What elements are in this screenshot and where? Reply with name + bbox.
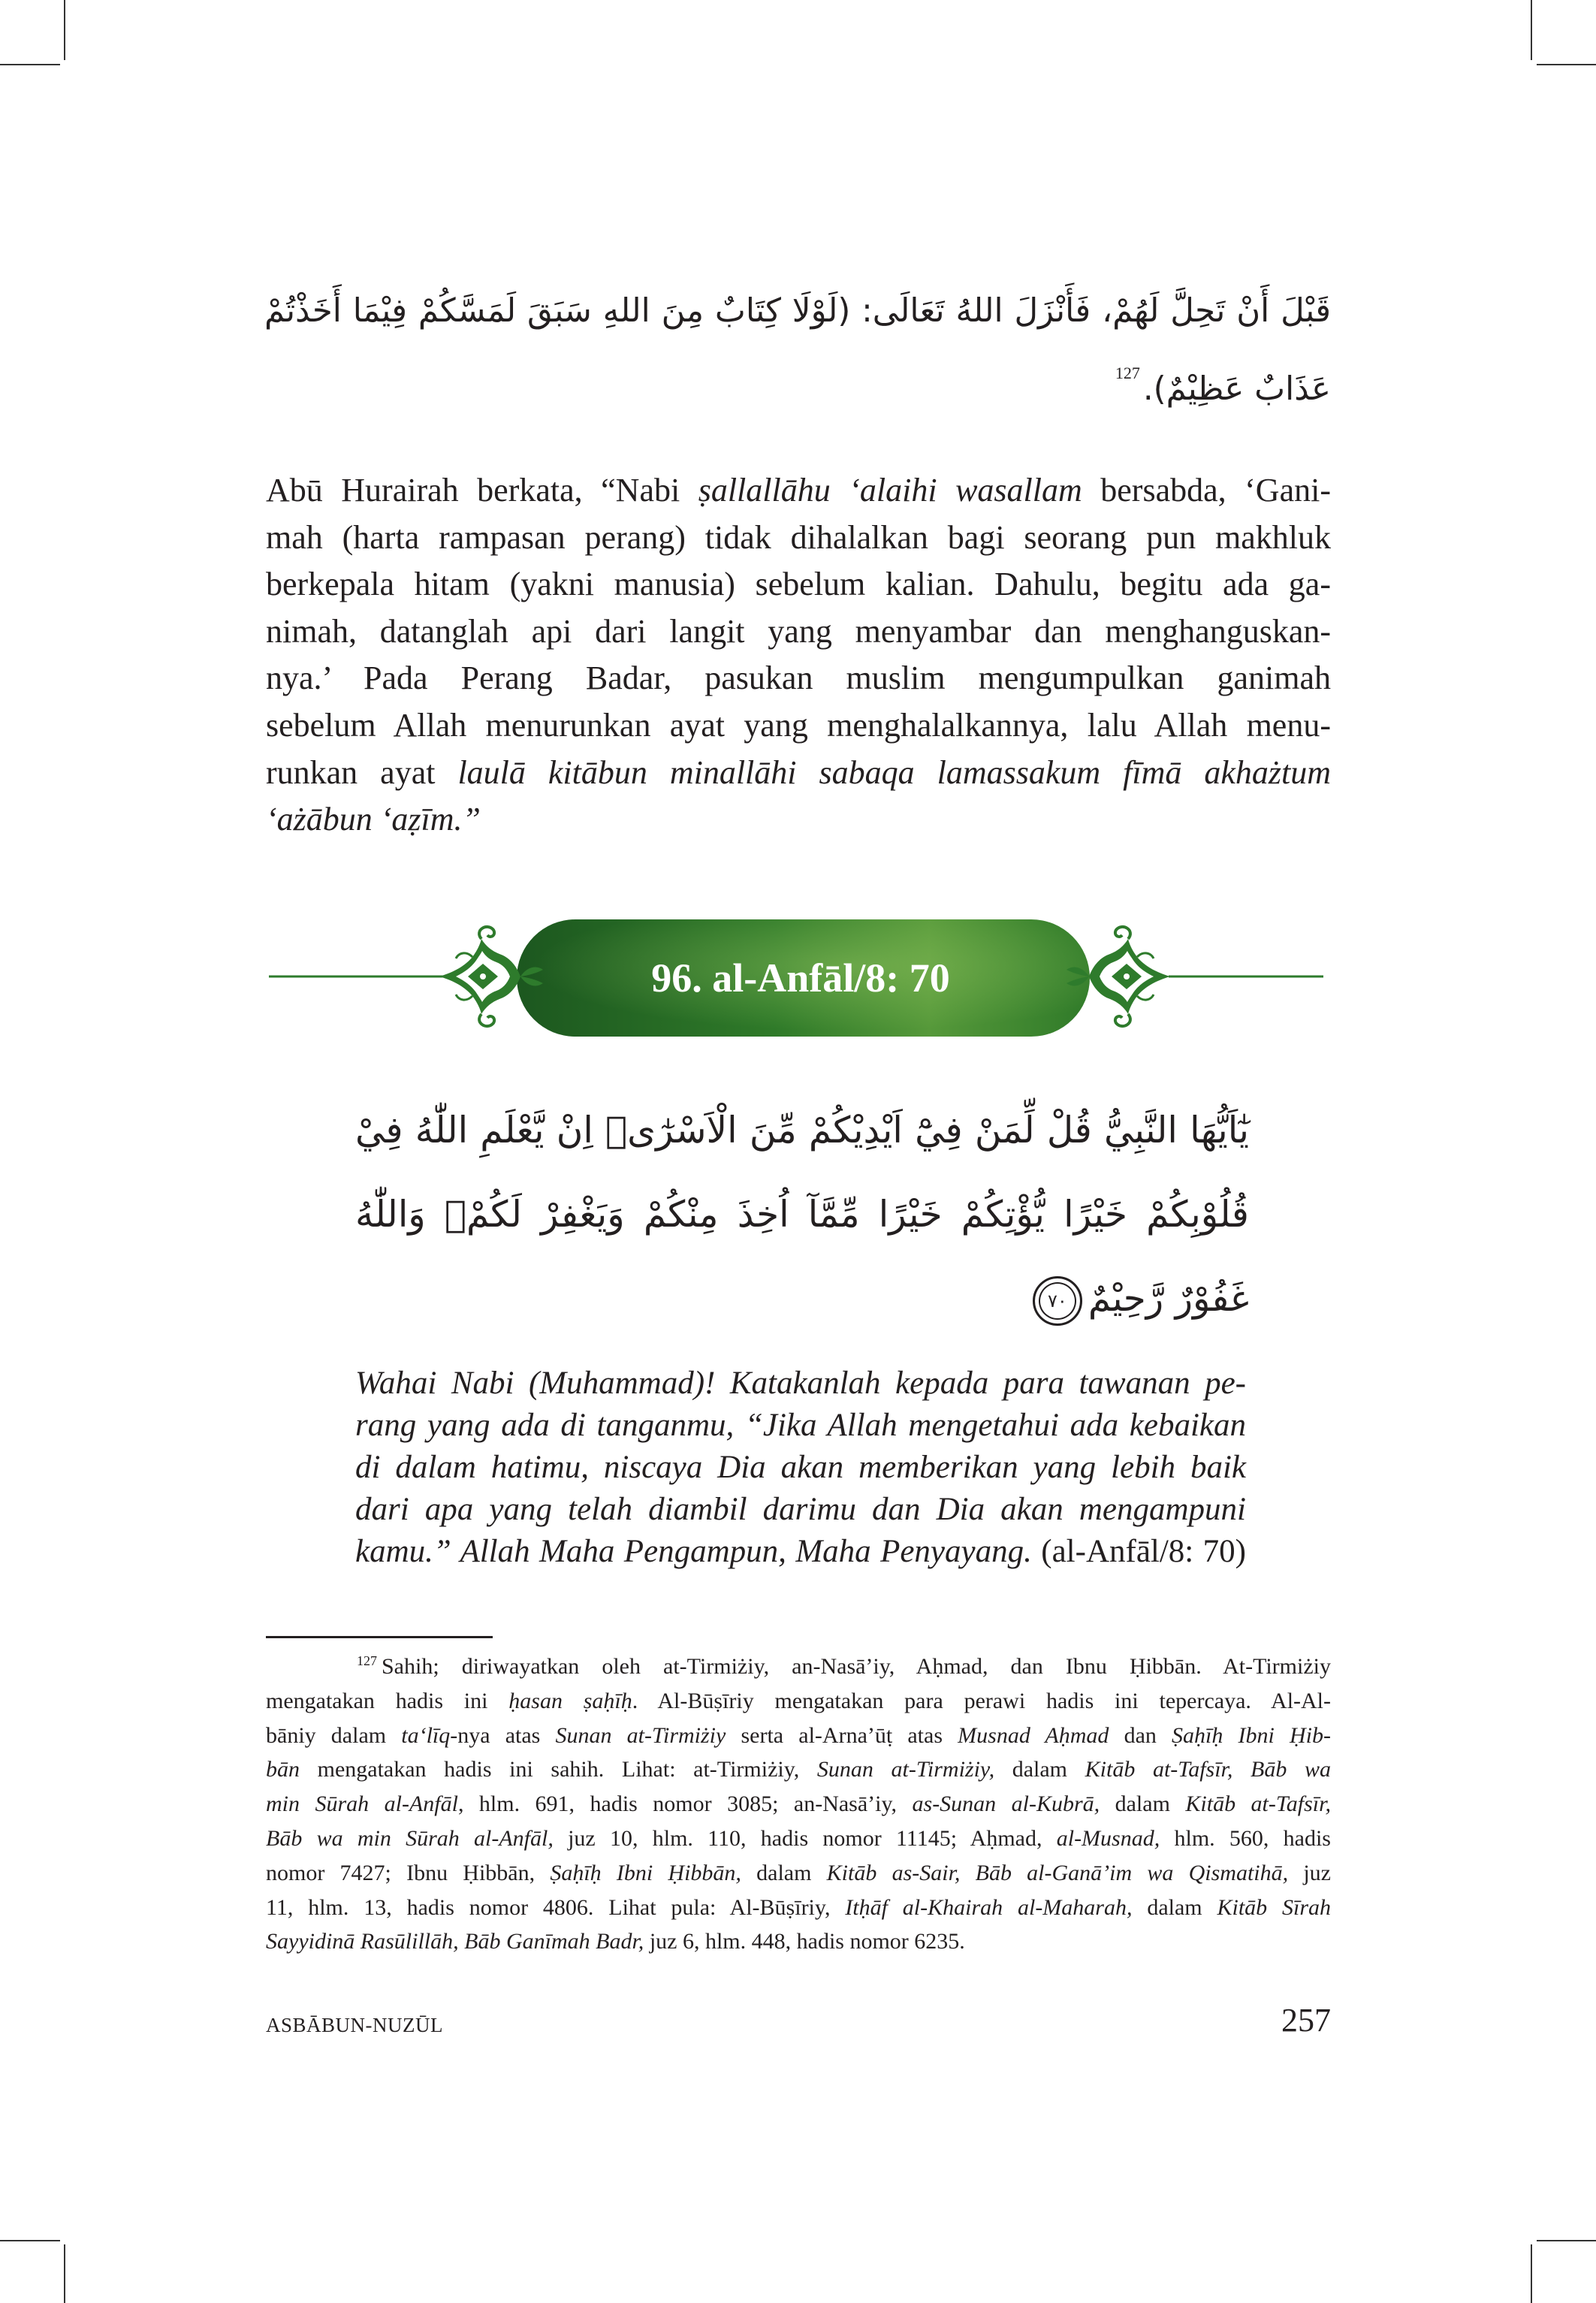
text-run: bāniy dalam xyxy=(266,1722,402,1748)
footnote-line xyxy=(266,1891,1331,1925)
text-run: Abū Hurairah berkata, “Nabi xyxy=(266,472,698,509)
text-run: bersabda, ‘Gani- xyxy=(1082,472,1331,509)
text-run: dalam xyxy=(1132,1894,1217,1920)
quran-verse-line xyxy=(355,1257,1249,1341)
text-run: يٰٓاَيُّهَا النَّبِيُّ قُلْ لِّمَنْ فِيْٓ اَيْدِيْكُمْ مِّنَ الْاَسْرٰٓىۙ اِنْ يَّعْلَمِ اللّٰهُ فِيْ xyxy=(355,1109,1249,1152)
text-run: di dalam hatimu, niscaya Dia akan memberikan yang lebih baik xyxy=(355,1450,1246,1485)
quran-verse-line xyxy=(355,1088,1249,1173)
section-banner xyxy=(0,901,1596,1052)
text-run: قُلُوْبِكُمْ خَيْرًا يُّؤْتِكُمْ خَيْرًا مِّمَّآ اُخِذَ مِنْكُمْ وَيَغْفِرْ لَكُمْۗ وَاللّٰهُ xyxy=(355,1194,1249,1236)
text-run: ‘ażābun ‘aẓīm.” xyxy=(266,801,481,838)
narration-line xyxy=(266,702,1331,750)
text-run: Sahih; diriwayatkan oleh at-Tirmiżiy, an-Nasā’iy, Aḥmad, dan Ibnu Ḥibbān. At-Tirmiżiy xyxy=(382,1654,1331,1679)
text-run: غَفُوْرٌ رَّحِيْمٌ xyxy=(1088,1278,1249,1320)
crop-mark xyxy=(64,0,65,60)
narration-line xyxy=(266,561,1331,608)
crop-mark xyxy=(1531,2244,1532,2303)
narration-line xyxy=(266,608,1331,656)
text-run: juz 10, hlm. 110, hadis nomor 11145; Aḥmad, xyxy=(553,1825,1057,1851)
footnote-marker: 127 xyxy=(357,1653,377,1669)
text-run: juz 6, hlm. 448, hadis nomor 6235. xyxy=(644,1929,965,1954)
footnote-line xyxy=(266,1787,1331,1822)
text-run: nya.’ Pada Perang Badar, pasukan muslim mengumpulkan ganimah xyxy=(266,660,1331,697)
narration-line xyxy=(266,467,1331,515)
text-run: dalam xyxy=(741,1860,827,1885)
text-run: dari apa yang telah diambil darimu dan Dia akan mengampuni xyxy=(355,1492,1246,1527)
footnote-line xyxy=(266,1719,1331,1753)
text-run: kamu.” Allah Maha Pengampun, Maha Penyayang. xyxy=(355,1534,1042,1569)
text-run: nimah, datanglah api dari langit yang menyambar dan menghanguskan- xyxy=(266,612,1331,650)
translation-line xyxy=(355,1363,1246,1405)
arabic-hadith-line xyxy=(264,272,1331,350)
translation-line xyxy=(355,1405,1246,1447)
text-run: قَبْلَ أَنْ تَحِلَّ لَهُمْ، فَأَنْزَلَ اللهُ تَعَالَى: (لَوْلَا كِتَابٌ مِنَ اللهِ سَبَقَ لَمَسَّكُمْ فِيْمَا أَخَذْتُمْ xyxy=(264,292,1331,330)
text-run: dalam xyxy=(994,1757,1085,1782)
text-run: bān xyxy=(266,1757,300,1782)
narration-line xyxy=(266,515,1331,562)
text-run: Ṣaḥīḥ Ibni Ḥibbān, xyxy=(550,1860,741,1885)
text-run: Sunan at-Tirmiżiy xyxy=(555,1722,726,1748)
translation-line xyxy=(355,1531,1246,1573)
narration-paragraph xyxy=(266,467,1331,844)
text-run: serta al-Arna’ūṭ atas xyxy=(726,1722,958,1748)
text-run: rang yang ada di tanganmu, “Jika Allah mengetahui ada kebaikan xyxy=(355,1408,1246,1443)
text-run: , hlm. 691, hadis nomor 3085; an-Nasā’iy, xyxy=(457,1791,913,1817)
crop-mark xyxy=(1537,2240,1596,2241)
text-run: Kitāb as-Sair, Bāb al-Ganā’im wa Qismatihā, xyxy=(826,1860,1289,1885)
text-run: Itḥāf al-Khairah al-Maharah, xyxy=(845,1894,1133,1920)
footnote-line xyxy=(266,1650,1331,1684)
translation-line xyxy=(355,1447,1246,1489)
quran-verse xyxy=(355,1088,1249,1341)
crop-mark xyxy=(64,2244,65,2303)
text-run: Kitāb Sīrah xyxy=(1217,1894,1331,1920)
text-run: Bāb wa min Sūrah al-Anfāl, xyxy=(266,1825,554,1851)
text-run: laulā kitābun minallāhi sabaqa lamassakum fīmā akhażtum xyxy=(457,753,1331,791)
text-run: nomor 7427; Ibnu Ḥibbān, xyxy=(266,1860,551,1885)
section-heading: 96. al-Anfāl/8: 70 xyxy=(651,955,950,1001)
text-run: ṣallallāhu ‘alaihi wasallam xyxy=(698,472,1082,509)
text-run: Kitāb at-Tafsīr, xyxy=(1185,1791,1331,1817)
narration-line xyxy=(266,796,1331,844)
narration-line xyxy=(266,750,1331,797)
verse-translation xyxy=(355,1363,1246,1573)
text-run: ta‘līq xyxy=(401,1722,451,1748)
text-run: berkepala hitam (yakni manusia) sebelum kalian. Dahulu, begitu ada ga- xyxy=(266,566,1331,603)
verse-end-marker: ٧٠ xyxy=(1033,1276,1082,1326)
crop-mark xyxy=(0,2240,60,2241)
text-run: al-Musnad, xyxy=(1056,1825,1160,1851)
footnote-rule xyxy=(266,1636,493,1638)
text-run: . Al-Būṣīriy mengatakan para perawi hadis ini tepercaya. Al-Al- xyxy=(632,1688,1332,1713)
text-run: 11, hlm. 13, hadis nomor 4806. Lihat pula: Al-Būṣīriy, xyxy=(266,1894,846,1920)
text-run: Sayyidinā Rasūlillāh, Bāb Ganīmah Badr, xyxy=(266,1929,644,1954)
quran-verse-line xyxy=(355,1173,1249,1257)
footnote-line xyxy=(266,1856,1331,1891)
crop-mark xyxy=(1537,64,1596,65)
text-run: Wahai Nabi (Muhammad)! Katakanlah kepada para tawanan pe- xyxy=(355,1366,1246,1401)
text-run: mengatakan hadis ini sahih. Lihat: at-Tirmiżiy, xyxy=(300,1757,817,1782)
text-run: juz xyxy=(1288,1860,1331,1885)
text-run: Sunan at-Tirmiżiy, xyxy=(816,1757,995,1782)
footnote-line xyxy=(266,1924,1331,1959)
text-run: Kitāb at-Tafsīr, Bāb wa xyxy=(1085,1757,1331,1782)
footnote xyxy=(266,1650,1331,1959)
text-run: Musnad Aḥmad xyxy=(958,1722,1109,1748)
crop-mark xyxy=(1531,0,1532,60)
footnote-line xyxy=(266,1752,1331,1787)
text-run: mah (harta rampasan perang) tidak dihalalkan bagi seorang pun makhluk xyxy=(266,518,1331,556)
text-run: sebelum Allah menurunkan ayat yang menghalalkannya, lalu Allah menu- xyxy=(266,706,1331,744)
text-run: dan xyxy=(1109,1722,1172,1748)
text-run: hlm. 560, hadis xyxy=(1160,1825,1331,1851)
text-run: as-Sunan al-Kubrā, xyxy=(912,1791,1100,1817)
narration-line xyxy=(266,655,1331,702)
footnote-line xyxy=(266,1684,1331,1719)
footnote-marker: 127 xyxy=(1115,364,1140,382)
text-run: (al-Anfāl/8: 70) xyxy=(1041,1534,1246,1569)
text-run: ḥasan ṣaḥīḥ xyxy=(508,1688,632,1713)
text-run: mengatakan hadis ini xyxy=(266,1688,509,1713)
text-run: min Sūrah al-Anfāl xyxy=(266,1791,458,1817)
crop-mark xyxy=(0,64,60,65)
text-run: dalam xyxy=(1100,1791,1186,1817)
footnote-line xyxy=(266,1822,1331,1856)
translation-line xyxy=(355,1489,1246,1531)
text-run: runkan ayat xyxy=(266,753,458,791)
page-number: 257 xyxy=(1281,2002,1331,2039)
text-run: عَذَابٌ عَظِيْمٌ). xyxy=(1142,370,1331,408)
text-run: Ṣaḥīḥ Ibni Ḥib- xyxy=(1172,1722,1331,1748)
running-head: ASBĀBUN-NUZŪL xyxy=(266,2014,443,2036)
arabic-hadith-text xyxy=(264,272,1331,428)
text-run: -nya atas xyxy=(450,1722,556,1748)
arabic-hadith-line xyxy=(264,350,1331,428)
